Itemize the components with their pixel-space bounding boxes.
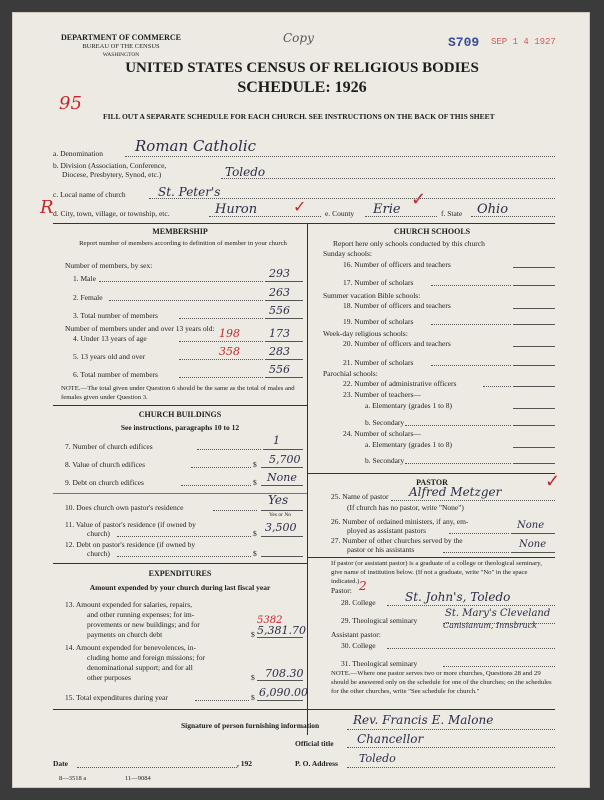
form-instructions: FILL OUT A SEPARATE SCHEDULE FOR EACH CHURCH. SEE INSTRUCTIONS ON THE BACK OF THIS SHEET bbox=[103, 112, 495, 121]
weekday-schools-label: Week-day religious schools: bbox=[323, 329, 408, 338]
q13-dollar: $ bbox=[251, 630, 255, 639]
members-by-age-label: Number of members under and over 13 years old: bbox=[65, 324, 215, 333]
county-check-mark: ✓ bbox=[411, 189, 427, 209]
q23a-label: a. Elementary (grades 1 to 8) bbox=[365, 401, 453, 410]
q24b-label: b. Secondary bbox=[365, 456, 405, 465]
form-subtitle: SCHEDULE: 1926 bbox=[237, 79, 367, 96]
membership-note: NOTE.—The total given under Question 6 should be the same as the total of males and females given under Question 3. bbox=[61, 385, 295, 401]
q26-assistants-field[interactable]: None bbox=[517, 520, 545, 531]
received-date-stamp: SEP 1 4 1927 bbox=[491, 37, 556, 47]
q8-dollar: $ bbox=[253, 460, 257, 469]
q29-seminary-field-2[interactable]: Canisianum, Innsbruck bbox=[443, 621, 538, 630]
q7-label: 7. Number of church edifices bbox=[65, 442, 153, 451]
pastor-note: NOTE.—Where one pastor serves two or more churches, Questions 28 and 29 should be answered only on the schedule for one of the churches; on the schedules for the other churches, write "See schedule for church." bbox=[331, 670, 552, 695]
schools-heading: CHURCH SCHOOLS bbox=[393, 227, 471, 236]
q31-label: 31. Theological seminary bbox=[341, 659, 418, 668]
signature-label: Signature of person furnishing information bbox=[181, 721, 320, 730]
expenditures-subheading: Amount expended by your church during last fiscal year bbox=[89, 583, 271, 592]
q4-correction: 198 bbox=[219, 327, 240, 340]
q13-line-1: 13. Amount expended for salaries, repairs, bbox=[65, 600, 193, 609]
q15-total-field[interactable]: 6,090.00 bbox=[259, 686, 308, 699]
q27-other-churches-field[interactable]: None bbox=[519, 539, 547, 550]
address-label: P. O. Address bbox=[295, 759, 338, 768]
q15-label: 15. Total expenditures during year bbox=[65, 693, 168, 702]
date-label: Date bbox=[53, 759, 68, 768]
q2-label: 2. Female bbox=[73, 293, 103, 302]
county-label: e. County bbox=[325, 209, 355, 218]
pastor-check-mark: ✓ bbox=[545, 471, 561, 491]
q13-label bbox=[65, 600, 200, 640]
q25-pastor-name-field[interactable]: Alfred Metzger bbox=[409, 485, 502, 499]
q17-label: 17. Number of scholars bbox=[343, 278, 414, 287]
schools-subheading: Report here only schools conducted by this church bbox=[333, 239, 485, 248]
form-number: 8—3518 a bbox=[59, 775, 87, 782]
q13-amount-field[interactable]: 5,381.70 bbox=[257, 624, 306, 637]
form-title: UNITED STATES CENSUS OF RELIGIOUS BODIES bbox=[125, 60, 479, 76]
q1-label: 1. Male bbox=[73, 274, 96, 283]
q14-line-2: cluding home and foreign missions; for bbox=[87, 653, 206, 662]
q13-line-2: and other running expenses; for im- bbox=[87, 610, 195, 619]
q21-label: 21. Number of scholars bbox=[343, 358, 414, 367]
q4-under13-field[interactable]: 173 bbox=[269, 327, 290, 340]
pastor-heading: PASTOR bbox=[416, 478, 448, 487]
q27-label: 27. Number of other churches served by the bbox=[331, 536, 463, 545]
q12-dollar: $ bbox=[253, 549, 257, 558]
serial-number: S709 bbox=[448, 35, 480, 50]
assistant-pastor-sublabel: Assistant pastor: bbox=[331, 630, 381, 639]
q13-line-3: provements or new buildings; and for bbox=[87, 620, 200, 629]
q10-owns-residence-field[interactable]: Yes bbox=[268, 493, 289, 507]
review-mark: R bbox=[40, 197, 54, 218]
membership-heading: MEMBERSHIP bbox=[152, 227, 208, 236]
buildings-subheading: See instructions, paragraphs 10 to 12 bbox=[120, 423, 240, 432]
print-number: 11—9084 bbox=[125, 775, 151, 782]
q12-label-2: church) bbox=[87, 549, 110, 558]
q2-female-field[interactable]: 263 bbox=[269, 286, 290, 299]
q24-label: 24. Number of scholars— bbox=[343, 429, 421, 438]
q9-debt-field[interactable]: None bbox=[267, 471, 297, 484]
q14-line-3: denominational support; and for all bbox=[87, 663, 193, 672]
county-field[interactable]: Erie bbox=[373, 202, 401, 217]
q14-line-4: other purposes bbox=[87, 673, 131, 682]
date-year: , 192 bbox=[237, 759, 252, 768]
q15-dollar: $ bbox=[251, 693, 255, 702]
state-label: f. State bbox=[441, 209, 463, 218]
q22-label: 22. Number of administrative officers bbox=[343, 379, 457, 388]
sunday-schools-label: Sunday schools: bbox=[323, 249, 372, 258]
q8-label: 8. Value of church edifices bbox=[65, 460, 146, 469]
q12-label: 12. Debt on pastor's residence (if owned by bbox=[65, 540, 196, 549]
q3-label: 3. Total number of members bbox=[73, 311, 158, 320]
q30-label: 30. College bbox=[341, 641, 376, 650]
q5-label: 5. 13 years old and over bbox=[73, 352, 146, 361]
q29-seminary-field[interactable]: St. Mary's Cleveland bbox=[445, 608, 551, 619]
local-name-field[interactable]: St. Peter's bbox=[158, 185, 221, 199]
official-title-field[interactable]: Chancellor bbox=[357, 732, 424, 746]
official-title-label: Official title bbox=[295, 739, 334, 748]
q18-label: 18. Number of officers and teachers bbox=[343, 301, 451, 310]
bureau-name: BUREAU OF THE CENSUS bbox=[82, 43, 160, 50]
q6-total-field[interactable]: 556 bbox=[269, 363, 290, 376]
q10-label: 10. Does church own pastor's residence bbox=[65, 503, 184, 512]
buildings-heading: CHURCH BUILDINGS bbox=[138, 410, 222, 419]
members-by-sex-label: Number of members, by sex: bbox=[65, 261, 153, 270]
q14-label bbox=[65, 643, 205, 683]
city-label: d. City, town, village, or township, etc. bbox=[53, 209, 170, 218]
q1-male-field[interactable]: 293 bbox=[269, 267, 290, 280]
q8-value-field[interactable]: 5,700 bbox=[269, 453, 301, 466]
q28-college-field[interactable]: St. John's, Toledo bbox=[405, 590, 511, 604]
parochial-schools-label: Parochial schools: bbox=[323, 369, 378, 378]
q26-label: 26. Number of ordained ministers, if any, em- bbox=[331, 517, 469, 526]
membership-report-note: Report number of members according to definition of member in your church bbox=[79, 240, 287, 247]
q4-label: 4. Under 13 years of age bbox=[73, 334, 147, 343]
pastor-mark: 2 bbox=[359, 579, 367, 593]
division-label-2: Diocese, Presbytery, Synod, etc.) bbox=[62, 170, 162, 179]
division-label: b. Division (Association, Conference, bbox=[53, 161, 167, 170]
q14-amount-field[interactable]: 708.30 bbox=[265, 667, 304, 680]
denomination-field[interactable]: Roman Catholic bbox=[135, 137, 257, 155]
pastor-sublabel: Pastor: bbox=[331, 586, 352, 595]
q29-label: 29. Theological seminary bbox=[341, 616, 418, 625]
division-field[interactable]: Toledo bbox=[225, 165, 266, 179]
q24a-label: a. Elementary (grades 1 to 8) bbox=[365, 440, 453, 449]
q26-label-2: ployed as assistant pastors bbox=[347, 526, 426, 535]
q6-label: 6. Total number of members bbox=[73, 370, 158, 379]
state-field[interactable]: Ohio bbox=[477, 202, 509, 217]
summer-schools-label: Summer vacation Bible schools: bbox=[323, 291, 421, 300]
census-schedule-page bbox=[12, 12, 590, 788]
signature-field[interactable]: Rev. Francis E. Malone bbox=[353, 713, 494, 727]
q10-hint: Yes or No bbox=[269, 512, 292, 518]
q16-label: 16. Number of officers and teachers bbox=[343, 260, 451, 269]
q27-label-2: pastor or his assistants bbox=[347, 545, 415, 554]
q19-label: 19. Number of scholars bbox=[343, 317, 414, 326]
q25-label: 25. Name of pastor bbox=[331, 492, 389, 501]
q20-label: 20. Number of officers and teachers bbox=[343, 339, 451, 348]
q3-total-field[interactable]: 556 bbox=[269, 304, 290, 317]
q9-label: 9. Debt on church edifices bbox=[65, 478, 144, 487]
q9-dollar: $ bbox=[253, 478, 257, 487]
q23b-label: b. Secondary bbox=[365, 418, 405, 427]
q11-label: 11. Value of pastor's residence (if owned by bbox=[65, 520, 196, 529]
graduate-note: If pastor (or assistant pastor) is a graduate of a college or theological seminary, give name of institution below. (If not a graduate, write "No" in the space indicated.) bbox=[331, 560, 542, 585]
q5-correction: 358 bbox=[219, 345, 240, 358]
q11-value-field[interactable]: 3,500 bbox=[265, 521, 297, 534]
address-field[interactable]: Toledo bbox=[359, 752, 396, 765]
q13-correction: 5382 bbox=[257, 615, 283, 626]
city-check-mark: ✓ bbox=[293, 199, 307, 216]
q11-label-2: church) bbox=[87, 529, 110, 538]
q7-edifices-field[interactable]: 1 bbox=[273, 434, 280, 447]
agency-block bbox=[51, 33, 191, 60]
copy-note: Copy bbox=[283, 31, 314, 45]
local-name-label: c. Local name of church bbox=[53, 190, 126, 199]
denomination-label: a. Denomination bbox=[53, 149, 103, 158]
q13-line-4: payments on church debt bbox=[87, 630, 163, 639]
q28-label: 28. College bbox=[341, 598, 376, 607]
q25-hint: (If church has no pastor, write "None") bbox=[347, 503, 464, 512]
city-field[interactable]: Huron bbox=[215, 202, 258, 217]
margin-number: 95 bbox=[59, 93, 82, 114]
expenditures-heading: EXPENDITURES bbox=[148, 569, 212, 578]
q11-dollar: $ bbox=[253, 529, 257, 538]
q14-line-1: 14. Amount expended for benevolences, in- bbox=[65, 643, 197, 652]
q5-over13-field[interactable]: 283 bbox=[269, 345, 290, 358]
q23-label: 23. Number of teachers— bbox=[343, 390, 421, 399]
dept-name: DEPARTMENT OF COMMERCE bbox=[60, 33, 181, 42]
city-name: WASHINGTON bbox=[102, 52, 140, 58]
q14-dollar: $ bbox=[251, 673, 255, 682]
